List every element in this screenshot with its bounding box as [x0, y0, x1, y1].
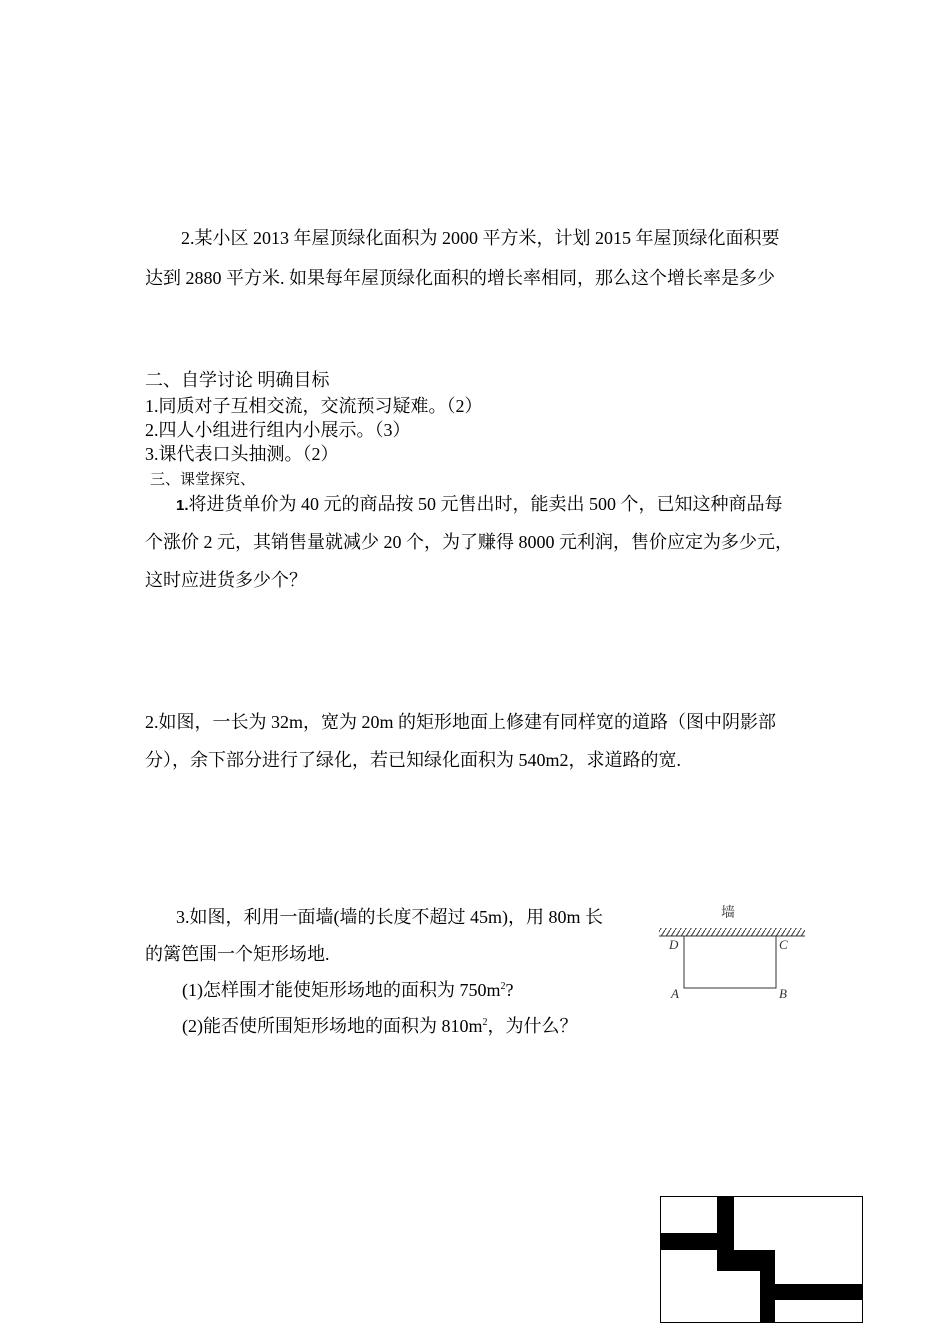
wall-label: 墙 — [721, 905, 735, 921]
q3-part-2-text: (2)能否使所围矩形场地的面积为 810m — [182, 1016, 483, 1036]
q2-line-1: 2.如图，一长为 32m，宽为 20m 的矩形地面上修建有同样宽的道路（图中阴影部 — [145, 712, 776, 732]
section2-item-2: 2.四人小组进行组内小展示。（3） — [145, 420, 411, 440]
intro-problem-line-1: 2.某小区 2013 年屋顶绿化面积为 2000 平方米，计划 2015 年屋顶绿化面积要 — [181, 228, 780, 248]
q3-part-1 — [182, 978, 514, 1002]
wall-rectangle-figure — [655, 898, 815, 1008]
q1-number: 1. — [176, 497, 189, 514]
q3-line-1: 3.如图，利用一面墙(墙的长度不超过 45m)，用 80m 长 — [176, 907, 603, 927]
q3-part-1-sup: 2 — [500, 981, 506, 992]
road-horizontal-right — [775, 1284, 863, 1300]
vertex-label-d: D — [669, 937, 679, 952]
wall-hatch — [659, 928, 805, 936]
q3-part-2-sup: 2 — [482, 1017, 488, 1028]
vertex-label-a: A — [671, 986, 679, 1001]
q1-line-3: 这时应进货多少个？ — [145, 570, 307, 590]
road-vertical-top — [717, 1196, 734, 1250]
vertex-label-c: C — [779, 937, 788, 952]
section2-heading: 二、自学讨论 明确目标 — [145, 370, 330, 390]
q1-line-1 — [176, 492, 783, 518]
section2-item-1: 1.同质对子互相交流，交流预习疑难。（2） — [145, 396, 483, 416]
q3-part-1-end: ? — [505, 980, 514, 1000]
q3-part-2-end: ，为什么？ — [487, 1016, 578, 1036]
q1-text-1: 将进货单价为 40 元的商品按 50 元售出时，能卖出 500 个，已知这种商品每 — [188, 494, 783, 514]
road-diagram — [660, 1196, 864, 1324]
section2-item-3: 3.课代表口头抽测。（2） — [145, 444, 339, 464]
intro-problem-line-2: 达到 2880 平方米. 如果每年屋顶绿化面积的增长率相同，那么这个增长率是多少 — [145, 268, 775, 288]
q3-part-1-text: (1)怎样围才能使矩形场地的面积为 750m — [182, 980, 501, 1000]
wall-rectangle-diagram — [655, 898, 815, 1008]
q3-line-2: 的篱笆围一个矩形场地. — [145, 944, 330, 964]
q2-line-2: 分），余下部分进行了绿化，若已知绿化面积为 540m2，求道路的宽. — [145, 750, 681, 770]
q3-part-2 — [182, 1014, 578, 1038]
fence-rectangle — [684, 936, 776, 988]
vertex-label-b: B — [779, 986, 787, 1001]
road-horizontal-left — [660, 1233, 717, 1250]
section3-heading: 三、课堂探究、 — [150, 472, 256, 488]
q1-line-2: 个涨价 2 元，其销售量就减少 20 个，为了赚得 8000 元利润，售价应定为多少元， — [145, 532, 793, 552]
road-vertical-bottom — [760, 1250, 775, 1323]
